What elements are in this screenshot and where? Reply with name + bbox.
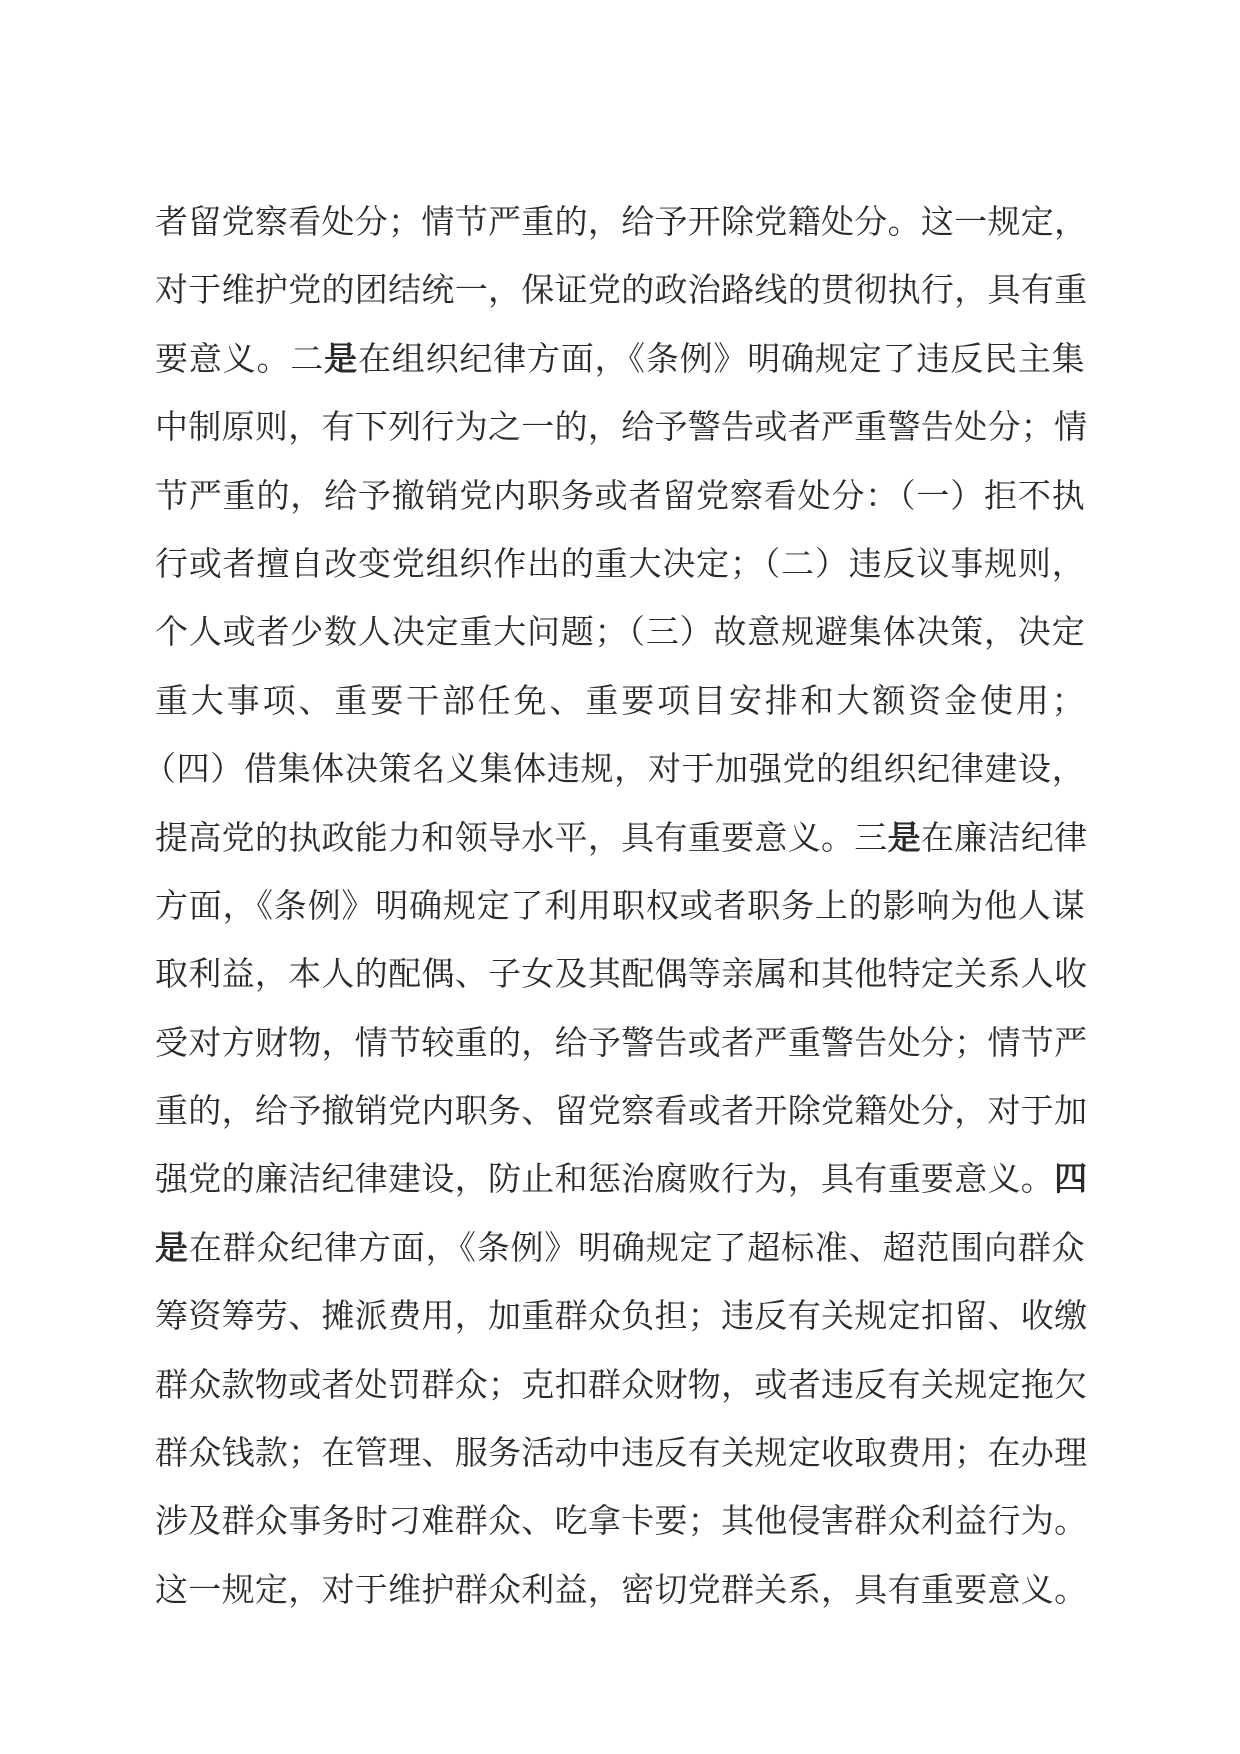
text-segment: 涉及群众事务时刁难群众、吃拿卡要；其他侵害群众利益行为。 [155,1501,1088,1541]
text-line [155,530,1085,598]
text-segment: 在群众纪律方面，《条例》明确规定了超标准、超范围向群众 [188,1227,1085,1267]
text-line [143,735,1085,803]
text-line [155,1145,1088,1213]
text-segment: 筹资筹劳、摊派费用，加重群众负担；违反有关规定扣留、收缴 [155,1296,1088,1336]
text-segment: 对于维护党的团结统一，保证党的政治路线的贯彻执行，具有重 [155,270,1088,310]
text-segment: 受对方财物，情节较重的，给予警告或者严重警告处分；情节严 [155,1022,1088,1062]
text-line [155,1214,1085,1282]
text-segment: 重大事项、重要干部任免、重要项目安排和大额资金使用； [155,680,1085,720]
text-line [155,188,1088,256]
text-line [155,1077,1088,1145]
text-line [155,256,1088,324]
text-line [155,1556,1088,1624]
text-segment: 方面，《条例》明确规定了利用职权或者职务上的影响为他人谋 [155,885,1085,925]
text-line [155,940,1088,1008]
text-segment: 强党的廉洁纪律建设，防止和惩治腐败行为，具有重要意义。 [155,1159,1055,1199]
text-segment: 这一规定，对于维护群众利益，密切党群关系，具有重要意义。 [155,1569,1088,1609]
bold-keyword: 四 [1054,1159,1088,1199]
bold-keyword: 是 [324,338,358,378]
text-segment: 者留党察看处分；情节严重的，给予开除党籍处分。这一规定， [155,202,1088,241]
text-line [155,1419,1088,1487]
text-segment: 提高党的执政能力和领导水平，具有重要意义。三 [155,817,888,857]
text-line [155,393,1088,461]
text-line [155,667,1085,735]
text-line [155,462,1085,530]
text-line [155,1487,1088,1555]
text-line [155,1282,1088,1350]
text-segment: 取利益，本人的配偶、子女及其配偶等亲属和其他特定关系人收 [155,954,1088,994]
bold-keyword: 是 [887,817,921,857]
text-segment: 重的，给予撤销党内职务、留党察看或者开除党籍处分，对于加 [155,1091,1088,1131]
text-segment: 个人或者少数人决定重大问题；（三）故意规避集体决策，决定 [155,612,1085,652]
text-line [155,1351,1088,1419]
text-line [155,1009,1088,1077]
bold-keyword: 是 [155,1227,189,1267]
text-segment: 在廉洁纪律 [920,817,1088,857]
text-segment: 中制原则，有下列行为之一的，给予警告或者严重警告处分；情 [155,407,1088,447]
text-line [155,804,1088,872]
text-segment: 要意义。二 [155,338,325,378]
text-segment: 在组织纪律方面，《条例》明确规定了违反民主集 [357,338,1085,378]
text-line [155,872,1085,940]
text-line [155,325,1085,393]
body-paragraph [143,188,1088,1624]
text-segment: 群众钱款；在管理、服务活动中违反有关规定收取费用；在办理 [155,1433,1088,1473]
text-segment: 群众款物或者处罚群众；克扣群众财物，或者违反有关规定拖欠 [155,1364,1088,1404]
text-line [155,598,1085,666]
text-segment: 行或者擅自改变党组织作出的重大决定；（二）违反议事规则， [155,543,1085,583]
text-segment: （四）借集体决策名义集体违规，对于加强党的组织纪律建设， [143,749,1085,789]
text-segment: 节严重的，给予撤销党内职务或者留党察看处分：（一）拒不执 [155,475,1085,515]
